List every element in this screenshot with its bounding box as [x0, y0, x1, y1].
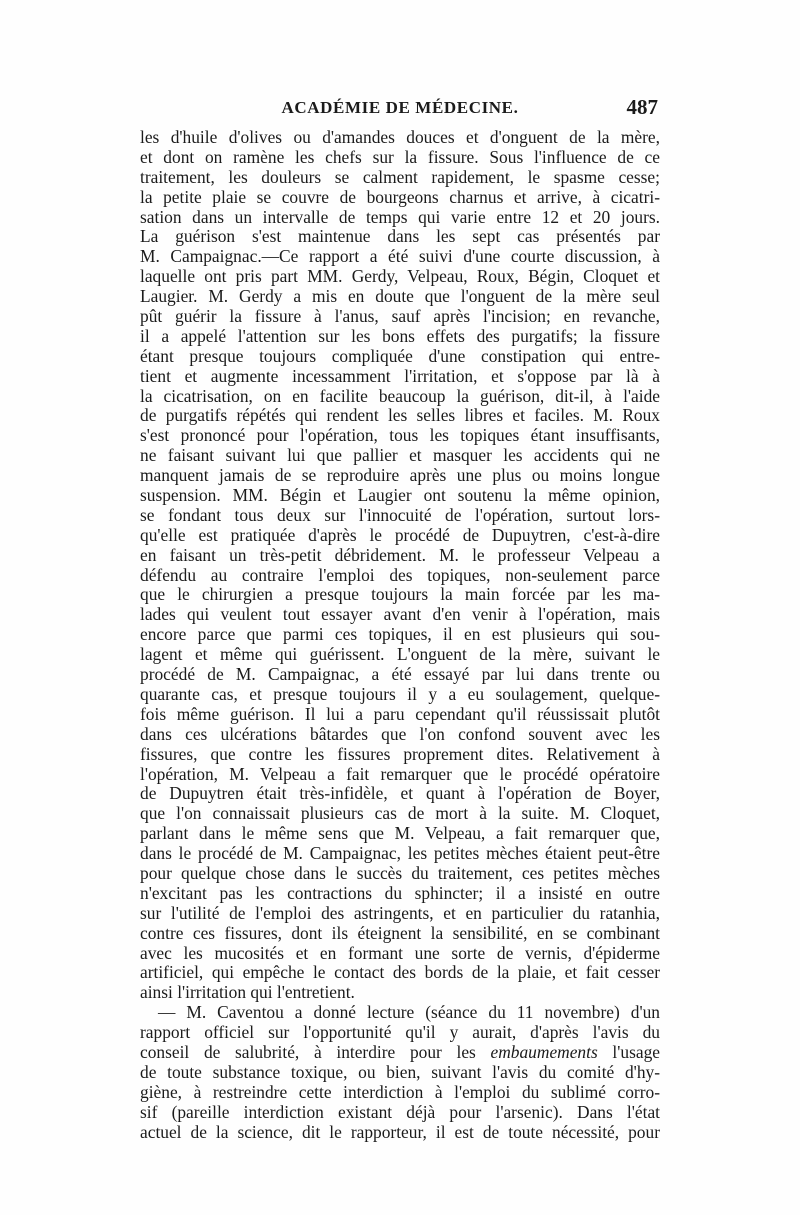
paragraph-end-line: ainsi l'irritation qui l'entretient.	[140, 983, 355, 1003]
text-line: en faisant un très-petit débridement. M. le professeur Velpeau a	[140, 545, 660, 565]
text-line: actuel de la science, dit le rapporteur, il est de toute nécessité, pour	[140, 1122, 660, 1142]
text-line: M. Campaignac.—Ce rapport a été suivi d'une courte discussion, à	[140, 247, 660, 267]
running-head	[140, 95, 660, 128]
text-line: fissures, que contre les fissures proprement dites. Relativement à	[140, 744, 660, 764]
text-line: encore parce que parmi ces topiques, il en est plusieurs qui sou-	[140, 625, 660, 645]
text-line: de Dupuytren était très-infidèle, et quant à l'opération de Boyer,	[140, 784, 660, 804]
text-line: procédé de M. Campaignac, a été essayé par lui dans trente ou	[140, 665, 660, 685]
text-line: tient et augmente incessamment l'irritation, et s'oppose par là à	[140, 366, 660, 386]
text-line: conseil de salubrité, à interdire pour les embaumements l'usage	[140, 1042, 660, 1062]
text-line: il a appelé l'attention sur les bons effets des purgatifs; la fissure	[140, 326, 660, 346]
body-text	[140, 128, 660, 1142]
text-line: s'est prononcé pour l'opération, tous les topiques étant insuffisants,	[140, 426, 660, 446]
text-line: pût guérir la fissure à l'anus, sauf après l'incision; en revanche,	[140, 307, 660, 327]
text-line: étant presque toujours compliquée d'une constipation qui entre-	[140, 346, 660, 366]
text-line: rapport officiel sur l'opportunité qu'il y aurait, d'après l'avis du	[140, 1023, 660, 1043]
text-line: parlant dans le même sens que M. Velpeau, a fait remarquer que,	[140, 824, 660, 844]
text-line: fois même guérison. Il lui a paru cependant qu'il réussissait plutôt	[140, 704, 660, 724]
text-line: de purgatifs répétés qui rendent les selles libres et faciles. M. Roux	[140, 406, 660, 426]
italic-term: embaumements	[490, 1042, 598, 1062]
text-line: dans le procédé de M. Campaignac, les petites mèches étaient peut-être	[140, 844, 660, 864]
text-line: ne faisant suivant lui que pallier et masquer les accidents qui ne	[140, 446, 660, 466]
text-line: se fondant tous deux sur l'innocuité de l'opération, surtout lors-	[140, 505, 660, 525]
text-line: laquelle ont pris part MM. Gerdy, Velpeau, Roux, Bégin, Cloquet et	[140, 267, 660, 287]
text-line: suspension. MM. Bégin et Laugier ont soutenu la même opinion,	[140, 486, 660, 506]
text-line: La guérison s'est maintenue dans les sept cas présentés par	[140, 227, 660, 247]
text-line: qu'elle est pratiquée d'après le procédé de Dupuytren, c'est-à-dire	[140, 525, 660, 545]
text-line: traitement, les douleurs se calment rapidement, le spasme cesse;	[140, 167, 660, 187]
text-line: dans ces ulcérations bâtardes que l'on confond souvent avec les	[140, 724, 660, 744]
text-line: lades qui veulent tout essayer avant d'en venir à l'opération, mais	[140, 605, 660, 625]
text-line: sation dans un intervalle de temps qui varie entre 12 et 20 jours.	[140, 207, 660, 227]
text-line: la cicatrisation, on en facilite beaucoup la guérison, dit-il, à l'aide	[140, 386, 660, 406]
text-line: lagent et même qui guérissent. L'onguent de la mère, suivant le	[140, 645, 660, 665]
text-line: quarante cas, et presque toujours il y a eu soulagement, quelque-	[140, 684, 660, 704]
text-line: que l'on connaissait plusieurs cas de mort à la suite. M. Cloquet,	[140, 804, 660, 824]
text-line: artificiel, qui empêche le contact des bords de la plaie, et fait cesser	[140, 963, 660, 983]
text-line: sur l'utilité de l'emploi des astringents, et en particulier du ratanhia,	[140, 903, 660, 923]
text-line: n'excitant pas les contractions du sphincter; il a insisté en outre	[140, 883, 660, 903]
text-line: contre ces fissures, dont ils éteignent la sensibilité, en se combinant	[140, 923, 660, 943]
text-line: et dont on ramène les chefs sur la fissure. Sous l'influence de ce	[140, 147, 660, 167]
text-line: manquent jamais de se reproduire après une plus ou moins longue	[140, 466, 660, 486]
text-line: défendu au contraire l'emploi des topiques, non-seulement parce	[140, 565, 660, 585]
text-line: giène, à restreindre cette interdiction à l'emploi du sublimé corro-	[140, 1082, 660, 1102]
text-line: Laugier. M. Gerdy a mis en doute que l'onguent de la mère seul	[140, 287, 660, 307]
text-line: de toute substance toxique, ou bien, suivant l'avis du comité d'hy-	[140, 1062, 660, 1082]
page-number: 487	[626, 95, 658, 119]
text-line: l'opération, M. Velpeau a fait remarquer que le procédé opératoire	[140, 764, 660, 784]
text-line: sif (pareille interdiction existant déjà pour l'arsenic). Dans l'état	[140, 1102, 660, 1122]
text-line: — M. Caventou a donné lecture (séance du 11 novembre) d'un	[158, 1003, 660, 1023]
running-title: ACADÉMIE DE MÉDECINE.	[281, 98, 519, 117]
text-line: la petite plaie se couvre de bourgeons charnus et arrive, à cicatri-	[140, 187, 660, 207]
text-line: avec les mucosités et en formant une sorte de vernis, d'épiderme	[140, 943, 660, 963]
text-line: pour quelque chose dans le succès du traitement, ces petites mèches	[140, 863, 660, 883]
text-line: les d'huile d'olives ou d'amandes douces et d'onguent de la mère,	[140, 128, 660, 147]
text-line: que le chirurgien a presque toujours la main forcée par les ma-	[140, 585, 660, 605]
